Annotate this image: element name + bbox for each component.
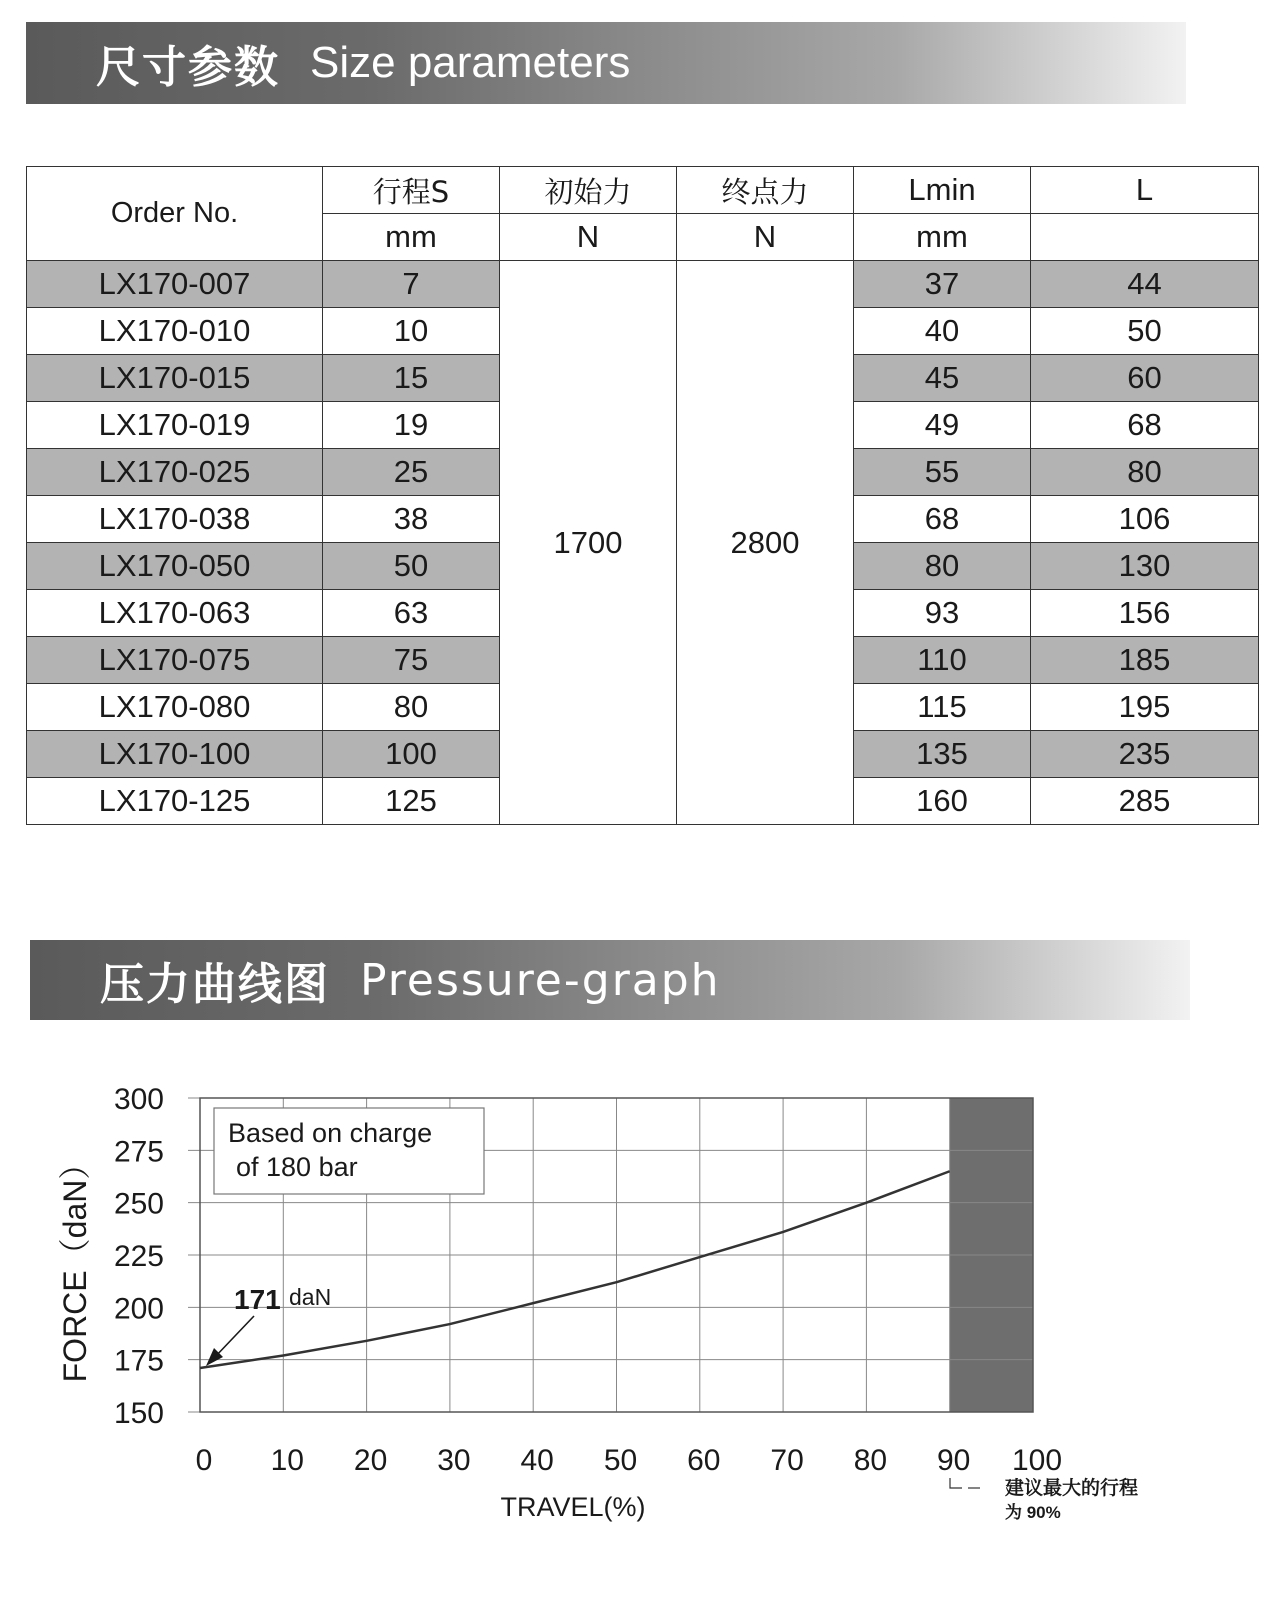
x-tick-label: 80 xyxy=(853,1444,888,1477)
start-value-unit: daN xyxy=(289,1284,332,1310)
order-cell: LX170-063 xyxy=(27,590,323,637)
unit-initial-force: N xyxy=(500,214,677,261)
lmin-cell: 80 xyxy=(854,543,1031,590)
x-tick-label: 100 xyxy=(1011,1444,1063,1477)
lmin-cell: 110 xyxy=(854,637,1031,684)
x-tick-label: 50 xyxy=(603,1444,638,1477)
annotation-line-1: Based on charge xyxy=(228,1118,433,1148)
order-cell: LX170-019 xyxy=(27,402,323,449)
header-end-force: 终点力 xyxy=(677,167,854,214)
table-header-row xyxy=(27,167,1259,214)
stroke-cell: 10 xyxy=(323,308,500,355)
stroke-cell: 75 xyxy=(323,637,500,684)
lmin-cell: 115 xyxy=(854,684,1031,731)
order-cell: LX170-025 xyxy=(27,449,323,496)
table-row xyxy=(27,261,1259,308)
x-tick-label: 70 xyxy=(770,1444,804,1477)
x-tick-label: 90 xyxy=(937,1444,971,1477)
stroke-cell: 7 xyxy=(323,261,500,308)
x-tick-label: 0 xyxy=(195,1444,213,1477)
order-cell: LX170-038 xyxy=(27,496,323,543)
pressure-graph-banner xyxy=(30,940,1190,1020)
size-parameters-banner xyxy=(26,22,1186,104)
stroke-cell: 50 xyxy=(323,543,500,590)
y-tick-label: 175 xyxy=(113,1344,164,1378)
header-l: L xyxy=(1031,167,1259,214)
l-cell: 235 xyxy=(1031,731,1259,778)
lmin-cell: 160 xyxy=(854,778,1031,825)
l-cell: 130 xyxy=(1031,543,1259,590)
size-title-en: Size parameters xyxy=(310,38,631,87)
l-cell: 195 xyxy=(1031,684,1259,731)
l-cell: 50 xyxy=(1031,308,1259,355)
lmin-cell: 37 xyxy=(854,261,1031,308)
order-cell: LX170-015 xyxy=(27,355,323,402)
order-cell: LX170-100 xyxy=(27,731,323,778)
x-tick-label: 10 xyxy=(270,1444,304,1477)
y-tick-label: 250 xyxy=(113,1187,164,1221)
lmin-cell: 40 xyxy=(854,308,1031,355)
l-cell: 156 xyxy=(1031,590,1259,637)
stroke-cell: 125 xyxy=(323,778,500,825)
y-axis-label: FORCE（daN） xyxy=(57,1147,93,1383)
l-cell: 106 xyxy=(1031,496,1259,543)
pressure-title-zh: 压力曲线图 xyxy=(100,959,330,1010)
stroke-cell: 25 xyxy=(323,449,500,496)
start-value-arrow-line xyxy=(214,1316,254,1358)
stroke-cell: 15 xyxy=(323,355,500,402)
stroke-cell: 100 xyxy=(323,731,500,778)
x-tick-label: 30 xyxy=(437,1444,471,1477)
note-bracket xyxy=(950,1478,962,1488)
unit-l xyxy=(1031,214,1259,261)
start-value-label: 171 xyxy=(234,1284,281,1315)
annotation-line-2: of 180 bar xyxy=(236,1152,358,1182)
header-order-no: Order No. xyxy=(27,167,323,261)
size-title-zh: 尺寸参数 xyxy=(96,42,280,93)
header-lmin: Lmin xyxy=(854,167,1031,214)
lmin-cell: 135 xyxy=(854,731,1031,778)
end-force-cell: 2800 xyxy=(677,261,854,825)
order-cell: LX170-125 xyxy=(27,778,323,825)
x-tick-label: 60 xyxy=(687,1444,721,1477)
lmin-cell: 93 xyxy=(854,590,1031,637)
unit-lmin: mm xyxy=(854,214,1031,261)
l-cell: 185 xyxy=(1031,637,1259,684)
order-cell: LX170-007 xyxy=(27,261,323,308)
force-curve xyxy=(200,1171,950,1368)
order-cell: LX170-075 xyxy=(27,637,323,684)
l-cell: 285 xyxy=(1031,778,1259,825)
l-cell: 68 xyxy=(1031,402,1259,449)
lmin-cell: 49 xyxy=(854,402,1031,449)
order-cell: LX170-050 xyxy=(27,543,323,590)
y-tick-label: 150 xyxy=(113,1397,164,1430)
unit-end-force: N xyxy=(677,214,854,261)
max-travel-note-line-2: 为 90% xyxy=(1005,1503,1061,1522)
y-tick-label: 275 xyxy=(113,1135,164,1169)
l-cell: 80 xyxy=(1031,449,1259,496)
stroke-cell: 38 xyxy=(323,496,500,543)
y-tick-label: 225 xyxy=(113,1240,164,1273)
y-tick-label: 200 xyxy=(113,1292,164,1326)
y-tick-label: 300 xyxy=(113,1083,164,1116)
pressure-graph-chart xyxy=(0,1060,1285,1620)
stroke-cell: 19 xyxy=(323,402,500,449)
pressure-title-en: Pressure-graph xyxy=(360,954,721,1006)
header-initial-force: 初始力 xyxy=(500,167,677,214)
x-axis-label: TRAVEL(%) xyxy=(500,1492,646,1522)
x-tick-label: 20 xyxy=(353,1444,388,1477)
lmin-cell: 55 xyxy=(854,449,1031,496)
stroke-cell: 63 xyxy=(323,590,500,637)
header-stroke: 行程S xyxy=(323,167,500,214)
lmin-cell: 45 xyxy=(854,355,1031,402)
l-cell: 44 xyxy=(1031,261,1259,308)
order-cell: LX170-080 xyxy=(27,684,323,731)
order-cell: LX170-010 xyxy=(27,308,323,355)
max-travel-note-line-1: 建议最大的行程 xyxy=(1005,1478,1139,1499)
size-parameters-table xyxy=(26,166,1259,825)
l-cell: 60 xyxy=(1031,355,1259,402)
unit-stroke: mm xyxy=(323,214,500,261)
lmin-cell: 68 xyxy=(854,496,1031,543)
initial-force-cell: 1700 xyxy=(500,261,677,825)
x-tick-label: 40 xyxy=(520,1444,554,1477)
stroke-cell: 80 xyxy=(323,684,500,731)
